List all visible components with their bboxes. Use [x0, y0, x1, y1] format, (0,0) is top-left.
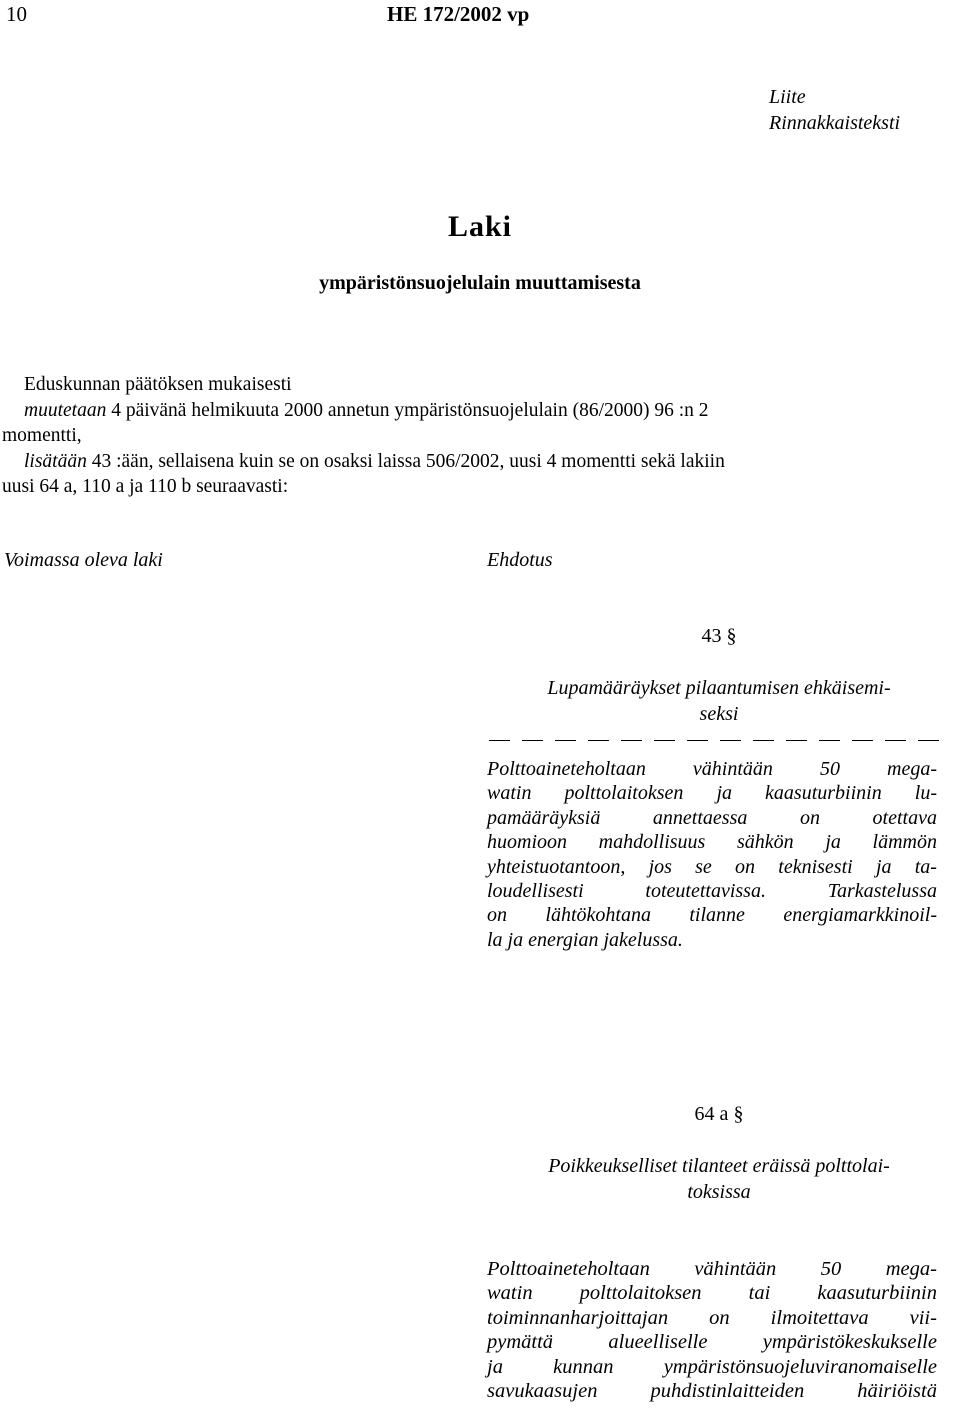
body-line: pamääräyksiä annettaessa on otettava: [487, 806, 937, 829]
section-sign-icon: §: [726, 625, 737, 647]
law-subtitle: ympäristönsuojelulain muuttamisesta: [319, 272, 641, 294]
body-line: Polttoaineteholtaan vähintään 50 mega-: [487, 758, 937, 780]
intro-line: [2, 398, 958, 424]
intro-line: momentti,: [2, 425, 82, 446]
amend-keyword: muutetaan: [24, 399, 107, 421]
intro-line: uusi 64 a, 110 a ja 110 b seuraavasti:: [2, 476, 289, 497]
appendix-line: Rinnakkaisteksti: [769, 112, 901, 134]
intro-line: [2, 449, 958, 475]
column-heading-proposal: Ehdotus: [487, 549, 553, 571]
body-line: Polttoaineteholtaan vähintään 50 mega-: [487, 1258, 937, 1280]
body-line: watin polttolaitoksen ja kaasuturbiinin lu-: [487, 782, 937, 805]
law-title: Laki: [447, 210, 513, 243]
intro-line: Eduskunnan päätöksen mukaisesti: [24, 374, 292, 395]
column-heading-current-law: Voimassa oleva laki: [4, 549, 163, 571]
section-title-line: seksi: [699, 702, 739, 725]
section-title-line: Poikkeukselliset tilanteet eräissä polttolai-: [548, 1155, 890, 1177]
section-body-text: [487, 1257, 937, 1403]
body-line: la ja energian jakelussa.: [487, 928, 683, 951]
body-line: watin polttolaitoksen tai kaasuturbiinin: [487, 1282, 937, 1305]
body-line: yhteistuotantoon, jos se on teknisesti ja ta-: [487, 855, 937, 878]
section-title-line: toksissa: [687, 1180, 751, 1203]
body-line: ja kunnan ympäristönsuojeluviranomaiselle: [487, 1355, 937, 1378]
intro-text: 4 päivänä helmikuuta 2000 annetun ympäristönsuojelulain (86/2000) 96 :n 2: [111, 399, 709, 421]
section-title-line: Lupamääräykset pilaantumisen ehkäisemi-: [547, 677, 891, 699]
document-id: HE 172/2002 vp: [387, 2, 530, 26]
omitted-text-dashes: [489, 740, 939, 741]
appendix-line: Liite: [769, 86, 806, 108]
section-body-text: [487, 757, 937, 952]
section-number: [487, 625, 951, 648]
appendix-label: [769, 84, 900, 136]
section-number: [487, 1103, 951, 1126]
body-line: pymättä alueelliselle ympäristökeskukselle: [487, 1331, 937, 1354]
body-line: savukaasujen puhdistinlaitteiden häiriöistä: [487, 1380, 937, 1403]
intro-text: 43 :ään, sellaisena kuin se on osaksi laissa 506/2002, uusi 4 momentti sekä lakiin: [91, 450, 725, 472]
body-line: loudellisesti toteutettavissa. Tarkastelussa: [487, 880, 937, 903]
page-number: 10: [6, 2, 27, 26]
section-number-value: 64 a: [694, 1103, 729, 1125]
body-line: on lähtökohtana tilanne energiamarkkinoil-: [487, 904, 937, 927]
section-sign-icon: §: [733, 1103, 744, 1125]
add-keyword: lisätään: [24, 450, 87, 472]
section-title: [487, 1154, 951, 1205]
section-number-value: 43: [701, 625, 722, 647]
body-line: toiminnanharjoittajan on ilmoitettava vii-: [487, 1306, 937, 1329]
intro-paragraph: [2, 372, 958, 500]
body-line: huomioon mahdollisuus sähkön ja lämmön: [487, 831, 937, 854]
section-title: [487, 676, 951, 727]
